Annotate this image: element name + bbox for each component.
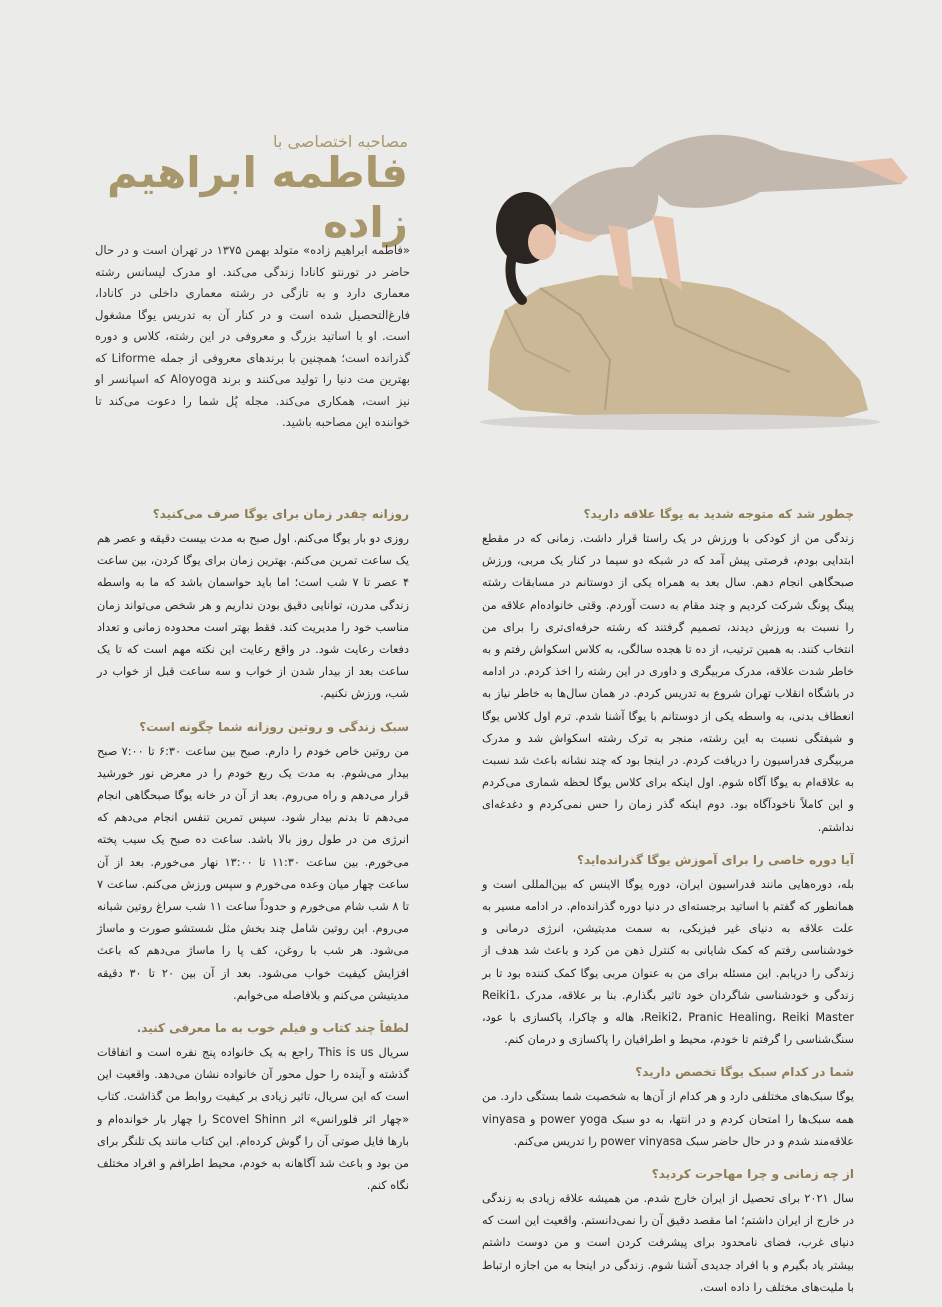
question-heading: لطفاً چند کتاب و فیلم خوب به ما معرفی کنید. [136,1021,409,1036]
question-heading: چطور شد که متوجه شدید به یوگا علاقه دارید؟ [583,507,854,521]
yoga-pose-photo [430,110,930,440]
answer-paragraph: زندگی من از کودکی با ورزش در یک راستا قرار داشت. زمانی که در مقطع ابتدایی بودم، فرصتی پیش آمد که در شبکه دو سیما در کنار یک مربی، ورزش صبحگاهی انجام دهم. سال بعد به همراه یکی از دوستانم در مسابقات رشته پینگ پونگ شرکت کردیم و چند مقام به دست آوردم. وقتی خانواده‌ام علاقه من را نسبت به ورزش دیدند، تصمیم گرفتند که رشته حرفه‌ای‌تری را برای من انتخاب کنند. به همین ترتیب، از ده تا هجده سالگی، به کلاس اسکواش رفتم و به خاطر شدت علاقه، مدرک مربیگری و داوری در این رشته را اخذ کردم. در ادامه در باشگاه انقلاب تهران شروع به تدریس کردم. در همان سال‌ها به خاطر نیاز به انعطاف بدنی، به واسطه یکی از دوستانم با یوگا آشنا شدم. ترم اول کلاس یوگا و شیفتگی نسبت به این رشته، منجر به ترک رشته اسکواش شد و مدرک مربیگری فدراسیون را دریافت کردم. در اینجا بود که چند نشانه باعث شد نسبت به علاقه‌ام به یوگا آگاه شوم. اول اینکه برای کلاس یوگا لحظه شماری می‌کردم و این کاملاً ناخودآگاه بود. دوم اینکه گذر زمان را حس نمی‌کردم و دغدغه‌ای نداشتم. [482,532,854,834]
question-heading: از چه زمانی و چرا مهاجرت کردید؟ [651,1167,854,1182]
interviewee-name: فاطمه ابراهیم زاده [107,148,408,248]
answer-paragraph: من روتین خاص خودم را دارم. صبح بین ساعت ۶:۳۰ تا ۷:۰۰ صبح بیدار می‌شوم. به مدت یک ربع خودم را در معرض نور خورشید قرار می‌دهم و راه می‌روم. بعد از آن در خانه یوگا صبحگاهی انجام می‌دهم تا بدنم بیدار شود. سپس تمرین تنفس انجام می‌دهم که انرژی من در طول روز بالا باشد. ساعت ده صبح یک سیب پخته می‌خورم. بین ساعت ۱۱:۳۰ تا ۱۳:۰۰ نهار می‌خورم. بعد از آن ساعت چهار میان وعده می‌خورم و سپس ورزش می‌کنم. ساعت ۷ تا ۸ شب شام می‌خورم و حدوداً ساعت ۱۱ شب سراغ روتین شبانه می‌روم. این روتین شامل چند بخش مثل شستشو صورت و ماساژ می‌شود. هر شب با روغن، کف پا را ماساژ می‌دهم که باعث افزایش کیفیت خواب می‌شود. بعد از آن بین ۲۰ تا ۳۰ دقیقه مدیتیشن می‌کنم و بلافاصله می‌خوابم. [97,744,409,1002]
intro-paragraph: «فاطمه ابراهیم زاده» متولد بهمن ۱۳۷۵ در تهران است و در حال حاضر در تورنتو کانادا زندگی می‌کند. او مدرک لیسانس رشته معماری دارد و به تازگی در رشته معماری داخلی در کانادا، فارغ‌التحصیل شده است و در کنار آن به تدریس یوگا مشغول است. او با اساتید بزرگ و معروفی در این رشته، کلاس و دوره گذرانده است؛ همچنین با برندهای معروفی از جمله Liforme که بهترین مت دنیا را تولید می‌کنند و برند Aloyoga که اسپانسر او نیز است، همکاری می‌کند. مجله پُل شما را دعوت می‌کند تا خواننده این مصاحبه باشید. [95,243,411,429]
answer-paragraph: بله، دوره‌هایی مانند فدراسیون ایران، دوره یوگا الاینس که بین‌المللی است و همانطور که گفتم با اساتید برجسته‌ای در دنیا دوره گذرانده‌ام. در ادامه مسیر به علت علاقه به دنیای غیر فیزیکی، به سمت مدیتیشن، انرژی درمانی و خودشناسی رفتم که کمک شایانی به کنترل ذهن من کرد و باعث شد هدف از زندگی را دریابم. این مسئله برای من به عنوان مربی یوگا کمک کننده بود تا بر زندگی و خودشناسی شاگردان خود تاثیر بگذارم. بنا بر علاقه، مدرک Reiki1، Reiki2، Pranic Healing، Reiki Master، هاله و چاکرا، پاکسازی با عود، سنگ‌شناسی را گرفتم تا خودم، محیط و اطرافیان را پاکسازی و درمان کنم. [482,877,855,1047]
rock-shape [488,275,868,422]
left-column [97,503,409,1205]
right-column [482,503,854,1307]
question-heading: سبک زندگی و روتین روزانه شما چگونه است؟ [139,719,409,734]
interview-subtitle: مصاحبه اختصاصی با [273,132,408,151]
question-heading: شما در کدام سبک یوگا تخصص دارید؟ [635,1065,854,1080]
answer-paragraph: روزی دو بار یوگا می‌کنم. اول صبح به مدت بیست دقیقه و عصر هم یک ساعت تمرین می‌کنم. بهترین زمان برای یوگا کردن، بین ساعت ۴ عصر تا ۷ شب است؛ اما باید حواسمان باشد که ما به واسطه زندگی مدرن، توانایی دقیق بودن نداریم و هر شخص می‌تواند زمان مناسب خود را مدیریت کند. فقط بهتر است محدوده زمانی و تعداد دفعات رعایت شود. در واقع رعایت این نکته مهم است که تا یک ساعت بعد از بیدار شدن از خواب و سه ساعت قبل از خواب در شب، ورزش نکنیم. [97,532,410,701]
leg-shape [630,135,902,208]
answer-paragraph: سریال This is us راجع به یک خانواده پنج نفره است و اتفاقات گذشته و آینده را حول محور آن خانواده نشان می‌دهد. واقعیت این است که این سریال، تاثیر زیادی بر کیفیت روابط من گذاشت. کتاب «چهار اثر فلورانس» اثر Scovel Shinn را چهار بار خوانده‌ام و بارها فایل صوتی آن را گوش کرده‌ام. این کتاب مانند یک تلنگر برای من بود و باعث شد آگاهانه به خودم، محیط اطرافم و افراد مختلف نگاه کنم. [97,1046,410,1193]
answer-paragraph: سال ۲۰۲۱ برای تحصیل از ایران خارج شدم. من همیشه علاقه زیادی به زندگی در خارج از ایران داشتم؛ اما مقصد دقیق آن را نمی‌دانستم. واقعیت این است که دنیای غرب، فضای نامحدود برای پیشرفت کردن است و من دوست داشتم بیشتر یاد بگیرم و با افراد جدیدی آشنا شوم. زندگی در اینجا به من اجازه ارتباط با ملیت‌های مختلف را داده است. [482,1192,854,1294]
question-heading: آیا دوره خاصی را برای آموزش یوگا گذرانده‌اید؟ [577,852,854,867]
question-heading: روزانه چقدر زمان برای یوگا صرف می‌کنید؟ [152,507,409,521]
answer-paragraph: یوگا سبک‌های مختلفی دارد و هر کدام از آن‌ها به شخصیت شما بستگی دارد. من همه سبک‌ها را امتحان کردم و در انتها، به دو سبک power yoga و vinyasa علاقه‌مند شدم و در حال حاضر سبک power vinyasa را تدریس می‌کنم. [482,1090,855,1148]
